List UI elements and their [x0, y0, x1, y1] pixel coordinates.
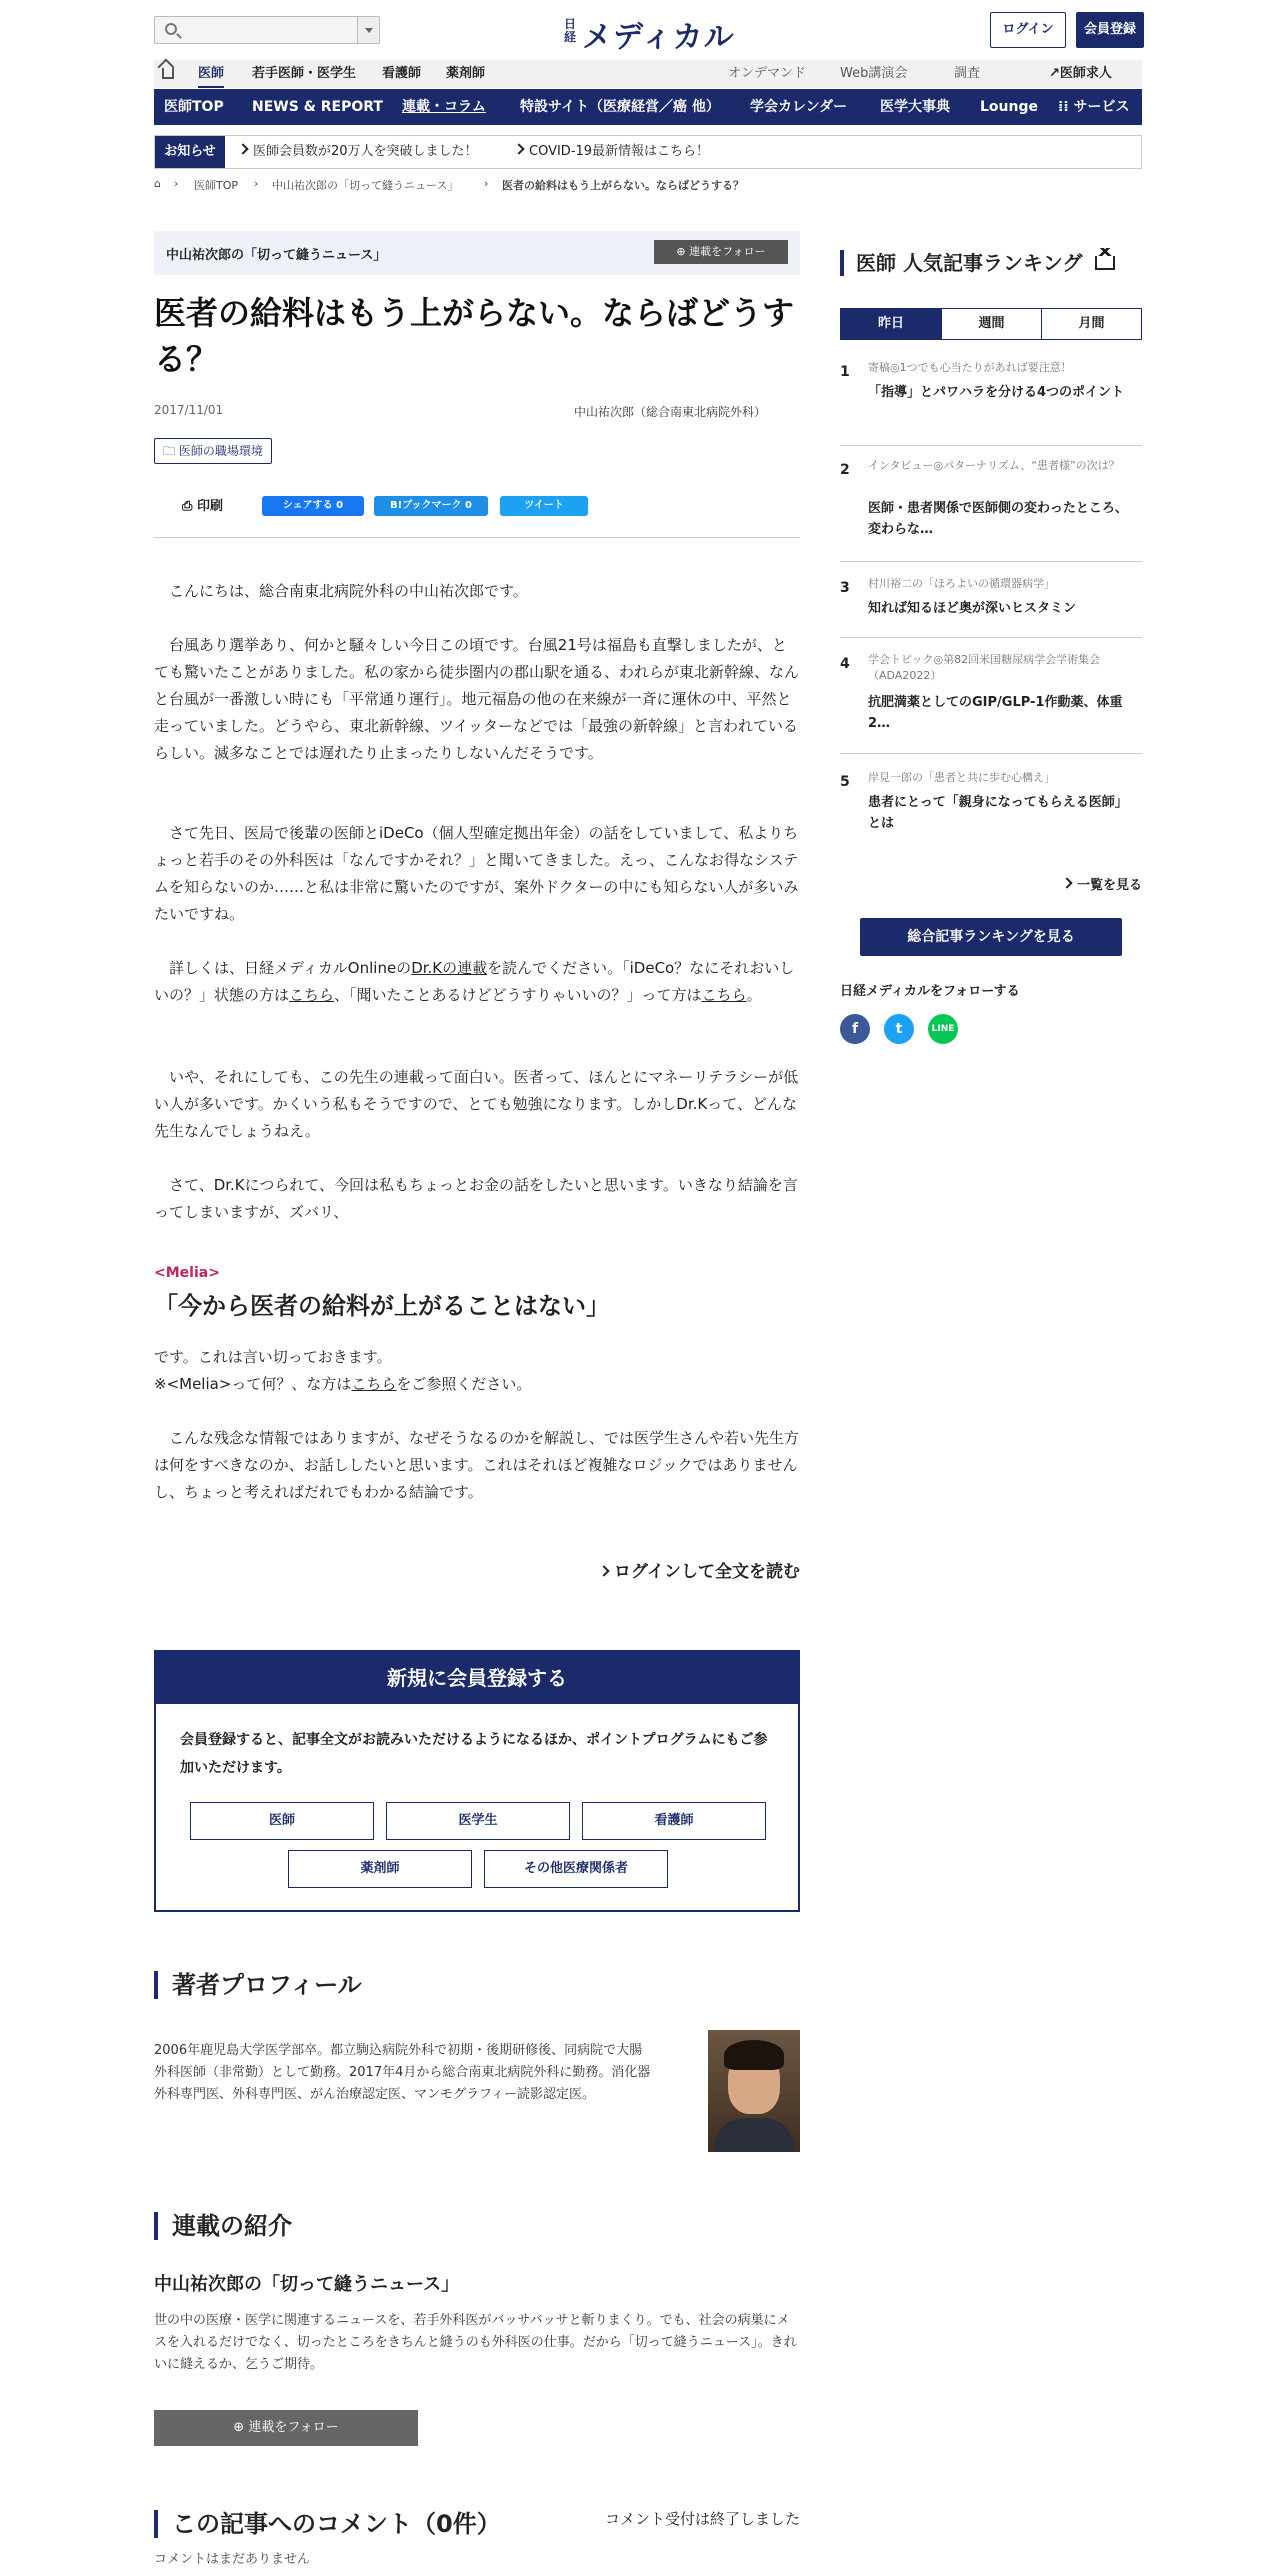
nav-lounge[interactable]: Lounge: [980, 99, 1038, 115]
register-button[interactable]: 会員登録: [1076, 12, 1144, 48]
ranking-item[interactable]: 3 村川裕二の「ほろよいの循環器病学」 知れば知るほど奥が深いヒスタミン: [840, 576, 1142, 638]
notice-item[interactable]: COVID-19最新情報はこちら！: [515, 136, 709, 168]
overall-ranking-button[interactable]: 総合記事ランキングを見る: [860, 918, 1122, 956]
article-date: 2017/11/01: [154, 403, 224, 417]
home-icon[interactable]: [162, 68, 174, 79]
breadcrumb-item[interactable]: 中山祐次郎の「切って縫うニュース」: [272, 179, 459, 192]
tab-monthly[interactable]: 月間: [1041, 309, 1141, 339]
link-here[interactable]: こちら: [701, 986, 747, 1004]
follow-label: 日経メディカルをフォローする: [840, 984, 1020, 999]
follow-series-button[interactable]: ⊕ 連載をフォロー: [654, 240, 788, 264]
twitter-icon[interactable]: t: [884, 1014, 914, 1044]
line-icon[interactable]: LINE: [928, 1014, 958, 1044]
search-icon: [165, 23, 177, 35]
see-all-link[interactable]: 一覧を見る: [1063, 874, 1142, 893]
search-input[interactable]: [154, 16, 380, 44]
key-quote: 「今から医者の給料が上がることはない」: [154, 1292, 610, 1320]
paragraph: 詳しくは、日経メディカルOnlineのDr.Kの連載を読んでください。「iDeCo？なにそれおいしいの？」状態の方はこちら、「聞いたことあるけどどうすりゃいいの？」って方はこちら。: [154, 959, 795, 1004]
paragraph: さて、Dr.Kにつられて、今回は私もちょっとお金の話をしたいと思います。いきなり結論を言ってしまいますが、ズバリ、: [154, 1176, 798, 1221]
paragraph: こんにちは、総合南東北病院外科の中山祐次郎です。: [154, 582, 528, 600]
ranking-item[interactable]: 4 学会トピック◎第82回米国糖尿病学会学術集会（ADA2022） 抗肥満薬としてのGIP/GLP-1作動薬、体重2…: [840, 652, 1142, 754]
share-bar: [154, 496, 800, 518]
folder-icon: 🗀: [163, 444, 179, 458]
register-doctor-button[interactable]: 医師: [190, 1802, 374, 1840]
paragraph: こんな残念な情報ではありますが、なぜそうなるのかを解説し、では医学生さんや若い先生方は何をすべきなのか、お話ししたいと思います。これはそれほど複雑なロジックではありませんし、ちょっと考えればだれでもわかる結論です。: [154, 1429, 800, 1501]
register-student-button[interactable]: 医学生: [386, 1802, 570, 1840]
home-icon[interactable]: ⌂: [154, 177, 161, 190]
breadcrumb-current: 医者の給料はもう上がらない。ならばどうする？: [502, 179, 744, 192]
nav-ondemand[interactable]: オンデマンド: [728, 66, 807, 81]
login-button[interactable]: ログイン: [990, 12, 1066, 48]
plus-circle-icon: ⊕: [676, 245, 690, 258]
paragraph: です。これは言い切っておきます。: [154, 1348, 392, 1366]
facebook-icon[interactable]: f: [840, 1014, 870, 1044]
melia-label: <Melia>: [154, 1265, 220, 1281]
notice-bar: [154, 135, 1142, 169]
read-full-article-link[interactable]: ログインして全文を読む: [600, 1557, 800, 1582]
divider: [154, 537, 800, 538]
external-link-icon: ↗: [1049, 66, 1060, 81]
ranking-item[interactable]: 1 寄稿◎1つでも心当たりがあれば要注意！ 「指導」とパワハラを分ける4つのポイント: [840, 360, 1142, 446]
site-logo[interactable]: 日経 メディカル: [564, 17, 735, 55]
breadcrumb: ⌂ › 医師TOP › 中山祐次郎の「切って縫うニュース」 › 医者の給料はもう上がらない。ならばどうする？: [154, 177, 744, 192]
nav-column[interactable]: 連載・コラム: [402, 99, 486, 115]
notice-label: お知らせ: [155, 136, 225, 168]
grid-icon: ⁞⁞: [1058, 99, 1074, 115]
link-melia[interactable]: こちら: [351, 1375, 397, 1393]
tab-weekly[interactable]: 週間: [941, 309, 1041, 339]
register-pharmacist-button[interactable]: 薬剤師: [288, 1850, 472, 1888]
nav-survey[interactable]: 調査: [954, 66, 981, 81]
ranking-item[interactable]: 2 インタビュー◎パターナリズム、“患者様”の次は？ 医師・患者関係で医師側の変わったところ、変わらな…: [840, 458, 1142, 562]
nav-web-lecture[interactable]: Web講演会: [840, 66, 908, 81]
nav-young-doctor[interactable]: 若手医師・医学生: [252, 66, 357, 81]
ranking-heading: 医師 人気記事ランキング: [840, 250, 1082, 276]
ranking-item[interactable]: 5 岸見一郎の「患者と共に歩む心構え」 患者にとって「親身になってもらえる医師」とは: [840, 771, 1128, 831]
paragraph: ※<Melia>って何？、な方はこちらをご参照ください。: [154, 1375, 532, 1393]
nav-dictionary[interactable]: 医学大事典: [880, 99, 950, 115]
series-name[interactable]: 中山祐次郎の「切って縫うニュース」: [166, 248, 387, 263]
facebook-share-button[interactable]: シェアする 0: [262, 496, 364, 516]
paragraph: さて先日、医局で後輩の医師とiDeCo（個人型確定拠出年金）の話をしていまして、私よりちょっと若手のその外科医は「なんですかそれ？」と聞いてきました。えっ、こんなお得なシステムを知らないのか……と私は非常に驚いたのですが、案外ドクターの中にも知らない人が多いみたいですね。: [154, 824, 799, 923]
topic-tag[interactable]: 🗀 医師の職場環境: [154, 438, 272, 464]
nav-nurse[interactable]: 看護師: [382, 66, 422, 81]
nav-special[interactable]: 特設サイト（医療経営／癌 他）: [520, 99, 720, 115]
print-button[interactable]: ⎙ 印刷: [182, 499, 223, 514]
article-author: 中山祐次郎（総合南東北病院外科）: [574, 405, 767, 419]
nav-jobs[interactable]: ↗医師求人: [1049, 66, 1112, 81]
register-nurse-button[interactable]: 看護師: [582, 1802, 766, 1840]
series-description: 世の中の医療・医学に関連するニュースを、若手外科医がバッサバッサと斬りまくり。でも、社会の病巣にメスを入れるだけでなく、切ったところをきちんと縫うのも外科医の仕事。だから「切って縫うニュース」。きれいに縫えるか、乞うご期待。: [154, 2313, 797, 2372]
main-nav: [154, 89, 1142, 125]
series-intro-heading: 連載の紹介: [154, 2212, 292, 2240]
hatena-bookmark-button[interactable]: B!ブックマーク 0: [374, 496, 488, 516]
comments-closed-text: コメント受付は終了しました: [604, 2510, 800, 2528]
notice-item[interactable]: 医師会員数が20万人を突破しました！: [239, 136, 478, 168]
audience-nav: [154, 60, 1142, 88]
register-box: [154, 1650, 800, 1912]
chevron-down-icon[interactable]: [357, 17, 379, 43]
link-here[interactable]: こちら: [289, 986, 335, 1004]
author-photo: [708, 2030, 800, 2152]
nav-news[interactable]: NEWS & REPORT: [252, 99, 383, 115]
comments-heading: この記事へのコメント（0件）: [154, 2510, 501, 2538]
site-header: [154, 12, 1142, 55]
tweet-button[interactable]: ツイート: [500, 496, 588, 516]
printer-icon: ⎙: [182, 499, 197, 514]
series-bar: [154, 231, 800, 275]
register-text: 会員登録すると、記事全文がお読みいただけるようになるほか、ポイントプログラムにもご参加いただけます。: [180, 1732, 768, 1776]
article-title: 医者の給料はもう上がらない。ならばどうする？: [154, 294, 795, 378]
paragraph: いや、それにしても、この先生の連載って面白い。医者って、ほんとにマネーリテラシーが低い人が多いです。かくいう私もそうですので、とても勉強になります。しかしDr.Kって、どんな先生なんでしょうねえ。: [154, 1068, 799, 1140]
breadcrumb-item[interactable]: 医師TOP: [194, 179, 239, 192]
register-other-button[interactable]: その他医療関係者: [484, 1850, 668, 1888]
nav-services[interactable]: ⁞⁞ サービス: [1058, 99, 1130, 115]
nav-calendar[interactable]: 学会カレンダー: [750, 99, 848, 115]
crown-icon: [1095, 256, 1115, 270]
nav-top[interactable]: 医師TOP: [164, 99, 224, 115]
register-heading: 新規に会員登録する: [156, 1652, 798, 1704]
paragraph: 台風あり選挙あり、何かと騒々しい今日この頃です。台風21号は福島も直撃しましたが、とても驚いたことがありました。私の家から徒歩圏内の郡山駅を通る、われらが東北新幹線、なんと台風が一番激しい時にも「平常通り運行」。地元福島の他の在来線が一斉に運休の中、平然と走っていました。どうやら、東北新幹線、ツイッターなどでは「最強の新幹線」と言われているらしい。滅多なことでは遅れたり止まったりしないんだそうです。: [154, 636, 800, 762]
tab-yesterday[interactable]: 昨日: [841, 309, 941, 339]
series-name[interactable]: 中山祐次郎の「切って縫うニュース」: [154, 2274, 460, 2295]
no-comments-text: コメントはまだありません: [154, 2552, 311, 2567]
ranking-tabs: [840, 308, 1142, 340]
profile-text: 2006年鹿児島大学医学部卒。都立駒込病院外科で初期・後期研修後、同病院で大腸外科医師（非常勤）として勤務。2017年4月から総合南東北病院外科に勤務。消化器外科専門医、外科専門医、がん治療認定医、マンモグラフィー読影認定医。: [154, 2043, 651, 2102]
follow-series-button[interactable]: ⊕ 連載をフォロー: [154, 2410, 418, 2446]
nav-pharmacist[interactable]: 薬剤師: [446, 66, 486, 81]
link-drk-series[interactable]: Dr.Kの連載: [411, 959, 488, 977]
plus-circle-icon: ⊕: [233, 2420, 249, 2435]
profile-heading: 著者プロフィール: [154, 1971, 362, 1999]
nav-doctor[interactable]: 医師: [198, 60, 224, 88]
